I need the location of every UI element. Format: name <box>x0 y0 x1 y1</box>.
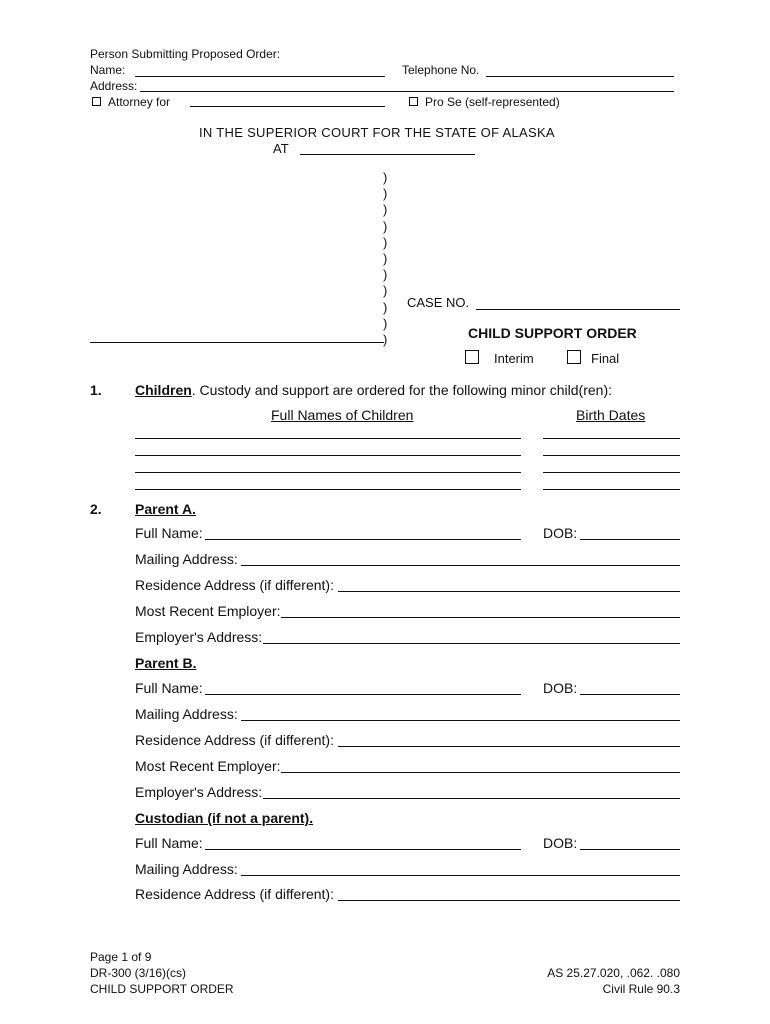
attorney-checkbox[interactable] <box>92 97 101 106</box>
section-1-text <box>135 382 612 398</box>
custodian-residence-line[interactable] <box>338 900 680 901</box>
parent-a-employer-address-label: Employer's Address: <box>135 629 263 645</box>
parent-b-full-name-line[interactable] <box>205 694 521 695</box>
parent-a-employer-address-line[interactable] <box>263 643 680 644</box>
custodian-residence-label: Residence Address (if different): <box>135 886 334 902</box>
parent-b-employer-address-line[interactable] <box>263 798 680 799</box>
person-submitting-label: Person Submitting Proposed Order: <box>90 47 281 61</box>
section-1-number: 1. <box>90 382 102 398</box>
custodian-dob-label: DOB: <box>543 835 578 851</box>
parent-a-mailing-label: Mailing Address: <box>135 551 238 567</box>
parent-a-employer-line[interactable] <box>281 617 680 618</box>
parent-b-employer-address-label: Employer's Address: <box>135 784 263 800</box>
caption-party-line[interactable] <box>90 342 384 343</box>
parent-b-employer-label: Most Recent Employer: <box>135 758 281 774</box>
parent-b-mailing-label: Mailing Address: <box>135 706 238 722</box>
parent-a-dob-line[interactable] <box>580 539 680 540</box>
custodian-mailing-label: Mailing Address: <box>135 861 238 877</box>
attorney-label: Attorney for <box>108 95 171 109</box>
footer-statute: AS 25.27.020, .062. .080 <box>547 966 680 980</box>
parent-b-heading: Parent B. <box>135 655 197 671</box>
final-checkbox[interactable] <box>567 350 581 364</box>
attorney-input-line[interactable] <box>190 106 385 107</box>
at-label: AT <box>273 141 289 156</box>
parent-b-full-name-label: Full Name: <box>135 680 203 696</box>
child-name-line[interactable] <box>135 438 521 439</box>
custodian-heading: Custodian (if not a parent). <box>135 810 314 826</box>
case-no-input-line[interactable] <box>476 309 680 310</box>
parent-a-mailing-line[interactable] <box>241 565 680 566</box>
pro-se-label: Pro Se (self-represented) <box>425 95 560 109</box>
parent-a-employer-label: Most Recent Employer: <box>135 603 281 619</box>
pro-se-checkbox[interactable] <box>409 97 418 106</box>
interim-checkbox[interactable] <box>465 350 479 364</box>
court-location-line[interactable] <box>300 154 475 155</box>
child-dob-line[interactable] <box>543 455 680 456</box>
parent-a-full-name-label: Full Name: <box>135 525 203 541</box>
parent-b-dob-label: DOB: <box>543 680 578 696</box>
footer-rule: Civil Rule 90.3 <box>602 982 680 996</box>
address-input-line[interactable] <box>140 91 674 92</box>
custodian-mailing-line[interactable] <box>241 875 680 876</box>
footer-page-number: Page 1 of 9 <box>90 950 152 964</box>
child-dob-line[interactable] <box>543 472 680 473</box>
child-name-line[interactable] <box>135 489 521 490</box>
child-dob-line[interactable] <box>543 438 680 439</box>
child-dob-line[interactable] <box>543 489 680 490</box>
parent-b-residence-line[interactable] <box>338 746 680 747</box>
col-children-names-header: Full Names of Children <box>271 407 414 423</box>
footer-form-number: DR-300 (3/16)(cs) <box>90 966 187 980</box>
case-no-label: CASE NO. <box>407 295 470 310</box>
telephone-label: Telephone No. <box>402 63 480 77</box>
child-name-line[interactable] <box>135 455 521 456</box>
parent-a-full-name-line[interactable] <box>205 539 521 540</box>
name-label: Name: <box>90 63 126 77</box>
parent-b-residence-label: Residence Address (if different): <box>135 732 334 748</box>
final-label: Final <box>591 351 620 366</box>
telephone-input-line[interactable] <box>486 76 674 77</box>
child-name-line[interactable] <box>135 472 521 473</box>
custodian-dob-line[interactable] <box>580 849 680 850</box>
col-birth-dates-header: Birth Dates <box>576 407 646 423</box>
parent-b-mailing-line[interactable] <box>241 720 680 721</box>
parent-a-heading: Parent A. <box>135 501 196 517</box>
interim-label: Interim <box>494 351 534 366</box>
court-title: IN THE SUPERIOR COURT FOR THE STATE OF ALASKA <box>199 125 555 140</box>
custodian-full-name-label: Full Name: <box>135 835 203 851</box>
section-2-number: 2. <box>90 501 102 517</box>
section-1-heading: Children <box>135 382 192 398</box>
parent-a-residence-line[interactable] <box>338 591 680 592</box>
parent-a-residence-label: Residence Address (if different): <box>135 577 334 593</box>
parent-b-employer-line[interactable] <box>281 772 680 773</box>
custodian-full-name-line[interactable] <box>205 849 521 850</box>
footer-form-title: CHILD SUPPORT ORDER <box>90 982 234 996</box>
document-title: CHILD SUPPORT ORDER <box>468 325 637 341</box>
name-input-line[interactable] <box>135 76 385 77</box>
parent-a-dob-label: DOB: <box>543 525 578 541</box>
caption-parens: ) ) ) ) ) ) ) ) ) ) ) <box>383 170 388 348</box>
parent-b-dob-line[interactable] <box>580 694 680 695</box>
address-label: Address: <box>90 79 138 93</box>
section-1-description: . Custody and support are ordered for the following minor child(ren): <box>191 382 612 398</box>
